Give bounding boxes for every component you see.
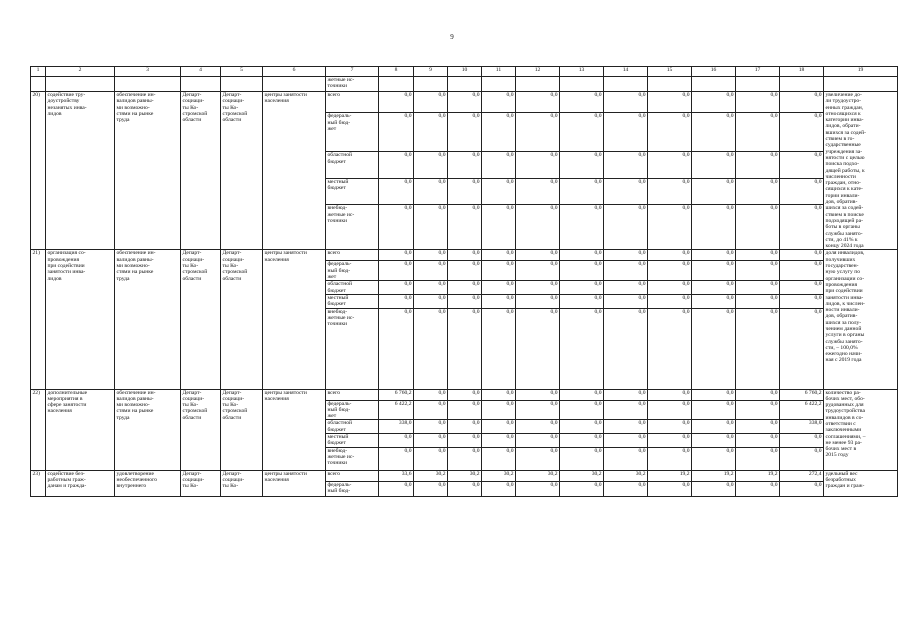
empty-cell [31,77,46,92]
funding-value: 0,0 [736,308,780,389]
funding-value: 30,2 [448,470,482,481]
funding-value: 0,0 [604,447,648,470]
funding-value: 19,2 [692,470,736,481]
funding-source: федераль- ный бюд- жет [326,400,379,420]
funding-value: 0,0 [780,481,824,496]
empty-cell [379,77,414,92]
funding-value: 0,0 [604,178,648,205]
column-number: 13 [560,67,604,77]
participants: центры занятости населения [263,389,326,470]
funding-source: федераль- ный бюд- [326,481,379,496]
funding-value: 0,0 [736,178,780,205]
funding-value: 0,0 [780,178,824,205]
funding-value: 0,0 [414,261,448,281]
funding-value: 0,0 [379,250,414,261]
empty-cell [115,77,181,92]
funding-value: 0,0 [736,92,780,113]
measure-purpose: обеспечение ин- валидов равны- ми возможно- стями на рынке труда [115,250,181,389]
measure-name: содействие без- работным граж- данам и гражда- [46,470,115,496]
funding-value: 0,0 [692,205,736,250]
funding-value: 0,0 [482,205,516,250]
funding-value: 0,0 [736,400,780,420]
funding-value: 0,0 [560,294,604,308]
funding-value: 0,0 [780,281,824,295]
funding-value: 0,0 [482,389,516,400]
funding-value: 0,0 [604,281,648,295]
funding-value: 0,0 [648,389,692,400]
funding-value: 0,0 [379,92,414,113]
funding-value: 30,2 [560,470,604,481]
funding-value: 0,0 [648,152,692,179]
funding-value: 0,0 [604,294,648,308]
funding-value: 0,0 [448,308,482,389]
funding-value: 0,0 [604,113,648,152]
column-number: 12 [516,67,560,77]
funding-value: 0,0 [448,433,482,447]
funding-value: 0,0 [736,113,780,152]
column-number: 8 [379,67,414,77]
header-row [31,67,898,77]
funding-value: 0,0 [482,152,516,179]
funding-source: местный бюджет [326,433,379,447]
funding-value: 0,0 [648,250,692,261]
funding-value: 0,0 [604,92,648,113]
funding-source: всего [326,470,379,481]
funding-value: 0,0 [448,281,482,295]
column-number: 18 [780,67,824,77]
target-indicator: увеличение до- ли трудоустро- енных граждан, относящихся к категории инва- лидов, обрати- вшихся за содей- ствием в го- сударственные учреждения за- нятости с целью поиска подхо- дящей работы, к численности граждан, отно- сящихся к кате- гории инвали- дов, обратив- шихся за содей- ствием в поиске подходящей ра- боты в органы службы занято- сти, до 41% к концу 2024 года [824,92,898,250]
column-number: 3 [115,67,181,77]
page-number: 9 [450,33,454,41]
funding-value: 0,0 [448,389,482,400]
funding-value: 0,0 [414,433,448,447]
measure-purpose: обеспечение ин- валидов равны- ми возможно- стями на рынке труда [115,92,181,250]
funding-value: 0,0 [516,481,560,496]
funding-value: 0,0 [516,447,560,470]
funding-value: 0,0 [560,281,604,295]
empty-cell [736,77,780,92]
funding-value: 30,2 [516,470,560,481]
column-number: 6 [263,67,326,77]
empty-cell [482,77,516,92]
funding-value: 0,0 [604,389,648,400]
funding-value: 0,0 [692,113,736,152]
program-measures-table [30,66,898,497]
funding-value: 0,0 [560,178,604,205]
measure-purpose: удовлетворение необеспеченного внутреннего [115,470,181,496]
column-number: 1 [31,67,46,77]
table-row [31,470,898,481]
funding-value: 0,0 [604,400,648,420]
funding-value: 0,0 [604,420,648,434]
column-number: 9 [414,67,448,77]
funding-source: федераль- ный бюд- жет [326,261,379,281]
funding-value: 0,0 [414,92,448,113]
participants: центры занятости населения [263,470,326,496]
funding-value: 0,0 [482,250,516,261]
target-indicator: доля инвалидов, получивших государствен- ную услугу по организации со- провождения при содействии занятости инва- лидов, к числен- ности инвали- дов, обратив- шихся за полу- чением данной услуги в органы службы занято- сти, – 100,0% ежегодно начи- ная с 2019 года [824,250,898,389]
row-number: 22) [31,389,46,470]
responsible-executor: Департ- социаци- ты Ко- стромской области [181,92,221,250]
funding-value: 0,0 [648,281,692,295]
funding-value: 0,0 [482,481,516,496]
funding-value: 0,0 [414,250,448,261]
funding-value: 0,0 [692,481,736,496]
funding-value: 0,0 [516,281,560,295]
funding-value: 0,0 [414,178,448,205]
funding-value: 0,0 [560,433,604,447]
funding-source: федераль- ный бюд- жет [326,113,379,152]
funding-value: 0,0 [516,261,560,281]
target-indicator: удельный вес безработных граждан и граж- [824,470,898,496]
funding-value: 0,0 [482,92,516,113]
funding-value: 6 760,2 [780,389,824,400]
funding-value: 0,0 [736,294,780,308]
funding-value: 0,0 [482,178,516,205]
funding-value: 0,0 [482,294,516,308]
funding-value: 0,0 [379,281,414,295]
funding-value: 0,0 [780,250,824,261]
column-number: 11 [482,67,516,77]
funding-value: 0,0 [448,447,482,470]
funding-value: 0,0 [482,113,516,152]
funding-value: 0,0 [448,400,482,420]
funding-value: 0,0 [516,250,560,261]
funding-value: 0,0 [414,481,448,496]
funding-value: 0,0 [780,308,824,389]
funding-value: 0,0 [692,261,736,281]
funding-value: 0,0 [516,294,560,308]
empty-cell [824,77,898,92]
column-number: 17 [736,67,780,77]
funding-value: 0,0 [414,113,448,152]
funding-value: 6 422,2 [379,400,414,420]
funding-value: 0,0 [516,308,560,389]
funding-value: 0,0 [692,178,736,205]
funding-value: 0,0 [780,447,824,470]
funding-value: 0,0 [648,400,692,420]
funding-value: 0,0 [448,113,482,152]
funding-value: 0,0 [604,308,648,389]
funding-value: 0,0 [448,205,482,250]
funding-value: 0,0 [560,400,604,420]
funding-value: 338,0 [379,420,414,434]
funding-value: 0,0 [516,400,560,420]
row-number: 23) [31,470,46,496]
funding-value: 0,0 [379,152,414,179]
funding-value: 0,0 [560,481,604,496]
funding-value: 0,0 [736,205,780,250]
funding-value: 0,0 [448,178,482,205]
funding-value: 0,0 [379,205,414,250]
funding-value: 0,0 [648,261,692,281]
participants: центры занятости населения [263,250,326,389]
funding-value: 33,6 [379,470,414,481]
funding-value: 0,0 [648,447,692,470]
column-number: 10 [448,67,482,77]
funding-value: 0,0 [516,152,560,179]
funding-value: 0,0 [379,178,414,205]
co-executor: Департ- социаци- ты Ко- стромской области [221,92,263,250]
funding-value: 0,0 [692,420,736,434]
funding-value: 0,0 [648,294,692,308]
funding-source: областной бюджет [326,152,379,179]
funding-value: 0,0 [780,205,824,250]
funding-value: 0,0 [414,400,448,420]
funding-value: 0,0 [560,205,604,250]
funding-value: 0,0 [736,281,780,295]
row-number: 20) [31,92,46,250]
funding-value: 0,0 [648,433,692,447]
funding-value: 30,2 [604,470,648,481]
responsible-executor: Департ- социаци- ты Ко- стромской области [181,250,221,389]
empty-cell [181,77,221,92]
funding-value: 0,0 [560,308,604,389]
continuation-source: жетные ис- точники [326,77,379,92]
funding-value: 0,0 [780,152,824,179]
funding-value: 0,0 [692,433,736,447]
funding-value: 0,0 [482,447,516,470]
funding-value: 0,0 [692,281,736,295]
co-executor: Департ- социаци- ты Ко- стромской области [221,250,263,389]
column-number: 4 [181,67,221,77]
empty-cell [263,77,326,92]
funding-value: 0,0 [736,420,780,434]
funding-value: 0,0 [414,389,448,400]
empty-cell [560,77,604,92]
funding-value: 0,0 [604,481,648,496]
funding-source: местный бюджет [326,178,379,205]
funding-value: 0,0 [560,447,604,470]
funding-value: 0,0 [379,113,414,152]
funding-value: 0,0 [560,389,604,400]
funding-value: 0,0 [780,294,824,308]
funding-source: всего [326,250,379,261]
empty-cell [448,77,482,92]
funding-value: 0,0 [604,152,648,179]
funding-value: 0,0 [780,113,824,152]
funding-value: 0,0 [516,205,560,250]
funding-value: 272,4 [780,470,824,481]
funding-value: 0,0 [604,261,648,281]
funding-value: 0,0 [692,389,736,400]
empty-cell [516,77,560,92]
table-row [31,389,898,400]
funding-value: 0,0 [379,308,414,389]
funding-value: 0,0 [692,294,736,308]
column-number: 15 [648,67,692,77]
funding-value: 0,0 [736,261,780,281]
continuation-row [31,77,898,92]
funding-value: 0,0 [482,433,516,447]
funding-value: 0,0 [692,152,736,179]
co-executor: Департ- социаци- ты Ко- [221,470,263,496]
funding-source: внебюд- жетные ис- точники [326,447,379,470]
column-number: 7 [326,67,379,77]
responsible-executor: Департ- социаци- ты Ко- стромской области [181,389,221,470]
target-indicator: количество ра- бочих мест, обо- рудованных для трудоустройства инвалидов в со- ответствии с заключенными соглашениями, – не менее 93 ра- бочих мест в 2015 году [824,389,898,470]
funding-value: 0,0 [560,152,604,179]
funding-source: областной бюджет [326,281,379,295]
table-row [31,92,898,113]
funding-value: 0,0 [482,261,516,281]
empty-cell [648,77,692,92]
funding-value: 0,0 [604,205,648,250]
funding-value: 0,0 [414,308,448,389]
empty-cell [780,77,824,92]
empty-cell [221,77,263,92]
responsible-executor: Департ- социаци- ты Ко- [181,470,221,496]
funding-value: 0,0 [482,400,516,420]
funding-value: 0,0 [379,261,414,281]
measure-name: организация со- провождения при содействии занятости инва- лидов [46,250,115,389]
funding-value: 0,0 [379,433,414,447]
funding-value: 19,2 [648,470,692,481]
funding-value: 0,0 [448,152,482,179]
funding-value: 0,0 [648,92,692,113]
funding-value: 0,0 [780,433,824,447]
funding-value: 6 422,2 [780,400,824,420]
funding-value: 0,0 [560,92,604,113]
funding-value: 0,0 [414,447,448,470]
participants: центры занятости населения [263,92,326,250]
funding-source: внебюд- жетные ис- точники [326,308,379,389]
funding-value: 0,0 [448,420,482,434]
funding-value: 0,0 [516,178,560,205]
funding-value: 0,0 [379,294,414,308]
funding-value: 0,0 [560,113,604,152]
funding-source: всего [326,92,379,113]
funding-value: 0,0 [692,92,736,113]
funding-value: 0,0 [516,389,560,400]
funding-value: 0,0 [604,433,648,447]
funding-value: 0,0 [516,433,560,447]
funding-value: 0,0 [736,481,780,496]
funding-value: 0,0 [414,281,448,295]
funding-value: 0,0 [692,447,736,470]
funding-value: 0,0 [736,250,780,261]
funding-value: 0,0 [736,447,780,470]
funding-value: 0,0 [692,308,736,389]
column-number: 14 [604,67,648,77]
funding-value: 0,0 [560,250,604,261]
funding-value: 0,0 [692,250,736,261]
column-number: 16 [692,67,736,77]
measure-purpose: обеспечение ин- валидов равны- ми возможно- стями на рынке труда [115,389,181,470]
column-number: 19 [824,67,898,77]
funding-value: 0,0 [414,205,448,250]
funding-value: 338,0 [780,420,824,434]
funding-value: 0,0 [780,261,824,281]
funding-value: 0,0 [736,152,780,179]
funding-value: 6 760,2 [379,389,414,400]
column-number: 2 [46,67,115,77]
funding-source: внебюд- жетные ис- точники [326,205,379,250]
funding-value: 0,0 [780,92,824,113]
funding-value: 0,0 [604,250,648,261]
funding-value: 0,0 [414,152,448,179]
funding-value: 0,0 [448,250,482,261]
table-row [31,250,898,261]
funding-value: 0,0 [482,281,516,295]
funding-value: 0,0 [414,420,448,434]
funding-value: 0,0 [648,113,692,152]
funding-value: 0,0 [648,178,692,205]
funding-value: 0,0 [648,308,692,389]
funding-value: 0,0 [692,400,736,420]
funding-value: 0,0 [648,205,692,250]
co-executor: Департ- социаци- ты Ко- стромской области [221,389,263,470]
funding-value: 30,2 [482,470,516,481]
empty-cell [604,77,648,92]
funding-value: 30,2 [414,470,448,481]
funding-value: 0,0 [414,294,448,308]
funding-value: 0,0 [448,92,482,113]
funding-value: 0,0 [482,308,516,389]
funding-value: 0,0 [560,261,604,281]
funding-value: 0,0 [379,447,414,470]
funding-value: 0,0 [560,420,604,434]
funding-value: 0,0 [648,481,692,496]
funding-value: 0,0 [448,261,482,281]
funding-value: 19,2 [736,470,780,481]
funding-source: областной бюджет [326,420,379,434]
funding-value: 0,0 [516,92,560,113]
row-number: 21) [31,250,46,389]
measure-name: содействие тру- доустройству незанятых инва- лидов [46,92,115,250]
funding-value: 0,0 [648,420,692,434]
funding-source: всего [326,389,379,400]
funding-value: 0,0 [516,113,560,152]
column-number: 5 [221,67,263,77]
funding-source: местный бюджет [326,294,379,308]
funding-value: 0,0 [448,481,482,496]
empty-cell [414,77,448,92]
empty-cell [692,77,736,92]
measure-name: дополнительные мероприятия в сфере занятости населения [46,389,115,470]
funding-value: 0,0 [736,389,780,400]
funding-value: 0,0 [736,433,780,447]
empty-cell [46,77,115,92]
funding-value: 0,0 [379,481,414,496]
funding-value: 0,0 [516,420,560,434]
funding-value: 0,0 [448,294,482,308]
funding-value: 0,0 [482,420,516,434]
